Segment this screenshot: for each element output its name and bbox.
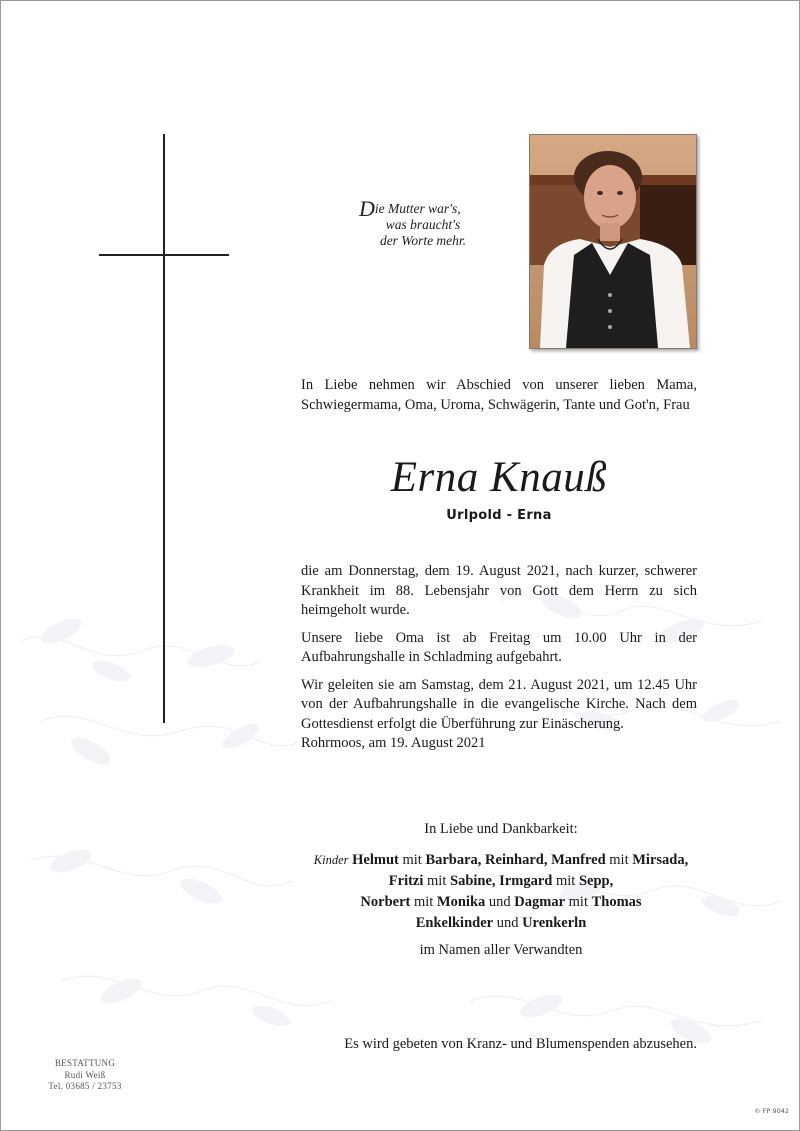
undertaker-line-1: BESTATTUNG (54, 1058, 116, 1068)
quote-line-1: Die Mutter war's, (359, 196, 461, 221)
cross-icon-vertical (163, 134, 165, 723)
place-date: Rohrmoos, am 19. August 2021 (301, 735, 486, 751)
intro-text: In Liebe nehmen wir Abschied von unserer lieben Mama, Schwiegermama, Oma, Uroma, Schwägerin, Tante und Got'n, Frau (301, 377, 697, 413)
undertaker-line-3: Tel. 03685 / 23753 (48, 1081, 122, 1091)
quote (353, 196, 493, 249)
paragraph-viewing: Unsere liebe Oma ist ab Freitag um 10.00 Uhr in der Aufbahrungshalle in Schladming aufgebahrt. (301, 629, 697, 665)
undertaker-stamp (45, 1058, 125, 1093)
donation-note: Es wird gebeten von Kranz- und Blumenspenden abzusehen. (344, 1036, 697, 1052)
deceased-name: Erna Knauß (390, 454, 608, 501)
mourners-row-2: Fritzi mit Sabine, Irmgard mit Sepp, (388, 873, 614, 889)
quote-line-3: der Worte mehr. (379, 233, 467, 248)
kinder-label: Kinder (313, 853, 349, 867)
thanks-heading: In Liebe und Dankbarkeit: (424, 821, 578, 837)
print-code: © FP 9042 (754, 1107, 789, 1115)
mourners-row-3: Norbert mit Monika und Dagmar mit Thomas (360, 894, 642, 910)
mourners-row-4: Enkelkinder und Urenkerln (415, 915, 587, 931)
mourners-row-1: Kinder Helmut mit Barbara, Reinhard, Manfred mit Mirsada, (313, 852, 689, 868)
deceased-nickname: Urlpold - Erna (446, 508, 552, 523)
quote-initial: D (359, 196, 375, 221)
paragraph-funeral: Wir geleiten sie am Samstag, dem 21. August 2021, um 12.45 Uhr von der Aufbahrungshalle in die evangelische Kirche. Nach dem Gottesdienst erfolgt die Überführung zur Einäscherung. (301, 676, 697, 732)
paragraph-death: die am Donnerstag, dem 19. August 2021, nach kurzer, schwerer Krankheit im 88. Lebensjahr von Gott dem Herrn zu sich heimgeholt wurde. (301, 563, 697, 618)
portrait-photo (529, 134, 697, 349)
announcement-body (301, 562, 697, 742)
cross-icon-horizontal (99, 254, 229, 256)
relatives-line: im Namen aller Verwandten (419, 942, 583, 958)
mourners-block (281, 819, 721, 961)
quote-line-2: was braucht's (385, 217, 461, 232)
undertaker-line-2: Rudi Weiß (64, 1069, 106, 1080)
